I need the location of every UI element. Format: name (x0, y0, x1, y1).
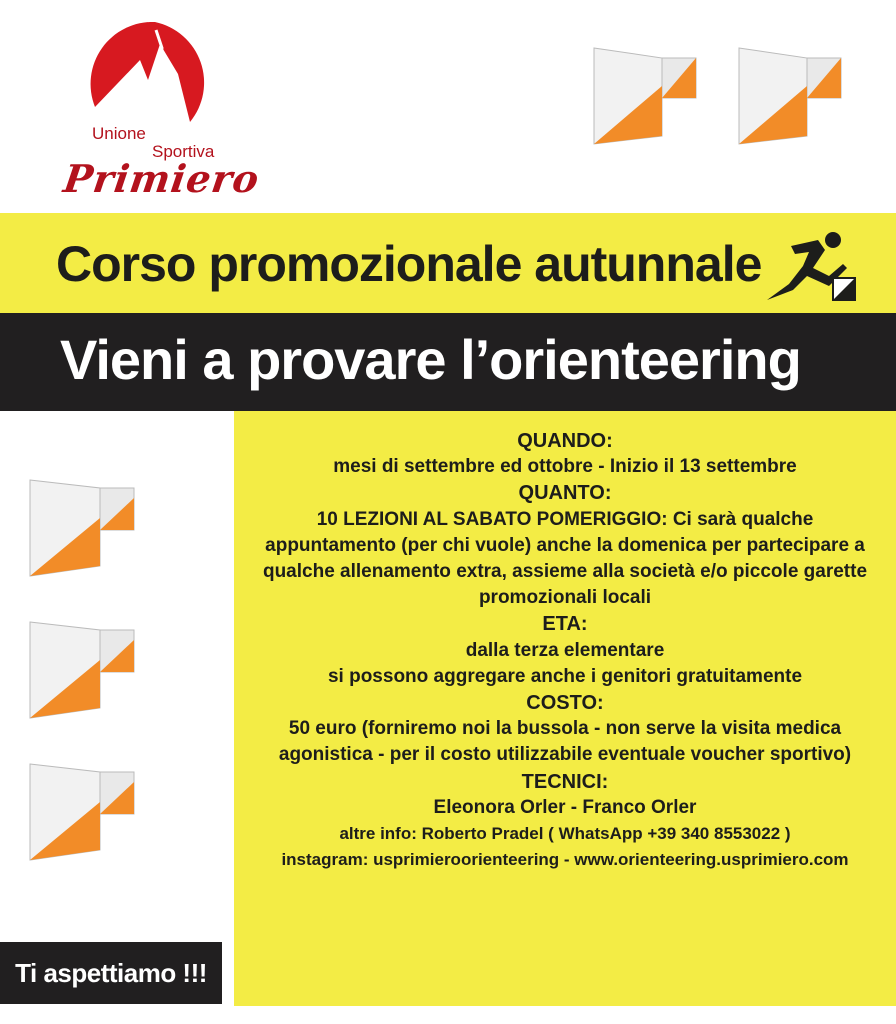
quando-text: mesi di settembre ed ottobre - Inizio il 13 settembre (333, 456, 797, 478)
quando-label: QUANDO: (517, 430, 613, 452)
info-panel (234, 411, 896, 1006)
costo-line-2: agonistica - per il costo utilizzabile eventuale voucher sportivo) (278, 744, 852, 766)
runner-icon (763, 228, 863, 303)
logo-line-1: Unione (92, 124, 146, 143)
logo-line-2: Sportiva (152, 142, 215, 161)
footer-badge: Ti aspettiamo !!! (0, 942, 222, 1004)
quanto-label: QUANTO: (518, 482, 612, 505)
subheadline: Vieni a provare l’orienteering (60, 328, 801, 391)
orienteering-flag-icon (26, 620, 136, 720)
quanto-line-2: appuntamento (per chi vuole) anche la domenica per partecipare a (265, 534, 865, 556)
eta-line-2: si possono aggregare anche i genitori gratuitamente (327, 665, 803, 687)
instagram-info: instagram: usprimieroorienteering - www.orienteering.usprimiero.com (281, 850, 849, 870)
eta-label: ETA: (542, 613, 588, 636)
contact-info: altre info: Roberto Pradel ( WhatsApp +39 340 8553022 ) (339, 824, 791, 844)
eta-line-1: dalla terza elementare (465, 639, 665, 661)
quanto-line-4: promozionali locali (478, 587, 652, 609)
logo (60, 22, 263, 201)
quanto-line-3: qualche allenamento extra, assieme alla società e/o piccole garette (262, 561, 868, 583)
costo-line-1: 50 euro (forniremo noi la bussola - non serve la visita medica (288, 718, 842, 740)
quanto-line-1: 10 LEZIONI AL SABATO POMERIGGIO: Ci sarà qualche (316, 508, 814, 530)
headline-band (0, 213, 896, 313)
headline: Corso promozionale autunnale (56, 236, 762, 292)
orienteering-flag-icon (26, 762, 136, 862)
mountain-logo-icon (90, 22, 220, 132)
logo-line-3: Primiero (60, 156, 263, 201)
costo-label: COSTO: (526, 692, 604, 715)
subheadline-band (0, 313, 896, 411)
orienteering-flag-icon (735, 46, 843, 146)
orienteering-flag-icon (26, 478, 136, 578)
tecnici-text: Eleonora Orler - Franco Orler (433, 796, 697, 818)
tecnici-label: TECNICI: (521, 770, 609, 793)
orienteering-flag-icon (590, 46, 698, 146)
